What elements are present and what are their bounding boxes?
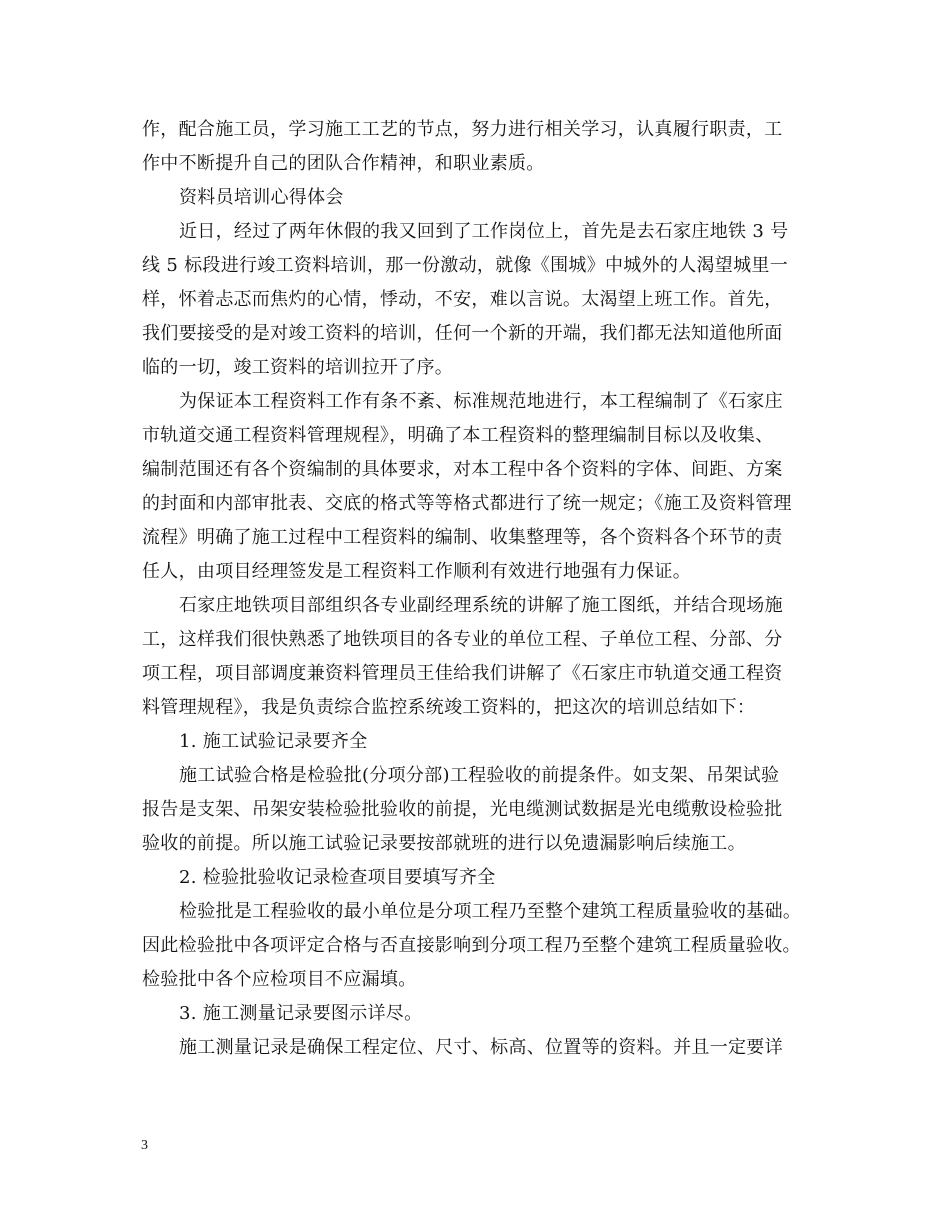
text-line: 的封面和内部审批表、交底的格式等等格式都进行了统一规定；《施工及资料管理 [142,493,792,514]
text-line: 检验批是工程验收的最小单位是分项工程乃至整个建筑工程质量验收的基础。 [179,901,802,922]
text-line: 为保证本工程资料工作有条不紊、标准规范地进行，本工程编制了《石家庄 [179,391,783,412]
text-line: 线 5 标段进行竣工资料培训，那一份激动，就像《围城》中城外的人渴望城里一 [142,255,788,276]
text-line: 作中不断提升自己的团队合作精神，和职业素质。 [142,153,545,174]
text-line: 流程》明确了施工过程中工程资料的编制、收集整理等，各个资料各个环节的责 [142,527,783,548]
text-line: 任人，由项目经理签发是工程资料工作顺利有效进行地强有力保证。 [142,561,691,582]
list-heading: 2. 检验批验收记录检查项目要填写齐全 [179,867,496,888]
list-heading: 1. 施工试验记录要齐全 [179,731,368,752]
section-heading: 资料员培训心得体会 [179,187,344,208]
text-line: 工，这样我们很快熟悉了地铁项目的各专业的单位工程、子单位工程、分部、分 [142,629,783,650]
text-line: 我们要接受的是对竣工资料的培训，任何一个新的开端，我们都无法知道他所面 [142,323,783,344]
text-line: 施工测量记录是确保工程定位、尺寸、标高、位置等的资料。并且一定要详 [179,1037,783,1058]
text-line: 临的一切，竣工资料的培训拉开了序。 [142,357,454,378]
text-line: 作，配合施工员，学习施工工艺的节点，努力进行相关学习，认真履行职责，工 [142,119,783,140]
text-line: 编制范围还有各个资编制的具体要求，对本工程中各个资料的字体、间距、方案 [142,459,783,480]
text-line: 报告是支架、吊架安装检验批验收的前提，光电缆测试数据是光电缆敷设检验批 [142,799,783,820]
text-line: 市轨道交通工程资料管理规程》，明确了本工程资料的整理编制目标以及收集、 [142,425,774,446]
page-number: 3 [141,1138,148,1153]
text-line: 石家庄地铁项目部组织各专业副经理系统的讲解了施工图纸，并结合现场施 [179,595,783,616]
text-line: 料管理规程》，我是负责综合监控系统竣工资料的，把这次的培训总结如下： [142,697,756,718]
text-line: 验收的前提。所以施工试验记录要按部就班的进行以免遗漏影响后续施工。 [142,833,746,854]
text-line: 因此检验批中各项评定合格与否直接影响到分项工程乃至整个建筑工程质量验收。 [142,935,801,956]
text-line: 样，怀着忐忑而焦灼的心情，悸动，不安，难以言说。太渴望上班工作。首先， [142,289,783,310]
text-line: 施工试验合格是检验批(分项分部)工程验收的前提条件。如支架、吊架试验 [179,765,780,786]
text-line: 项工程，项目部调度兼资料管理员王佳给我们讲解了《石家庄市轨道交通工程资 [142,663,783,684]
text-line: 近日，经过了两年休假的我又回到了工作岗位上，首先是去石家庄地铁 3 号 [179,221,789,242]
text-line: 检验批中各个应检项目不应漏填。 [142,969,417,990]
list-heading: 3. 施工测量记录要图示详尽。 [179,1003,423,1024]
